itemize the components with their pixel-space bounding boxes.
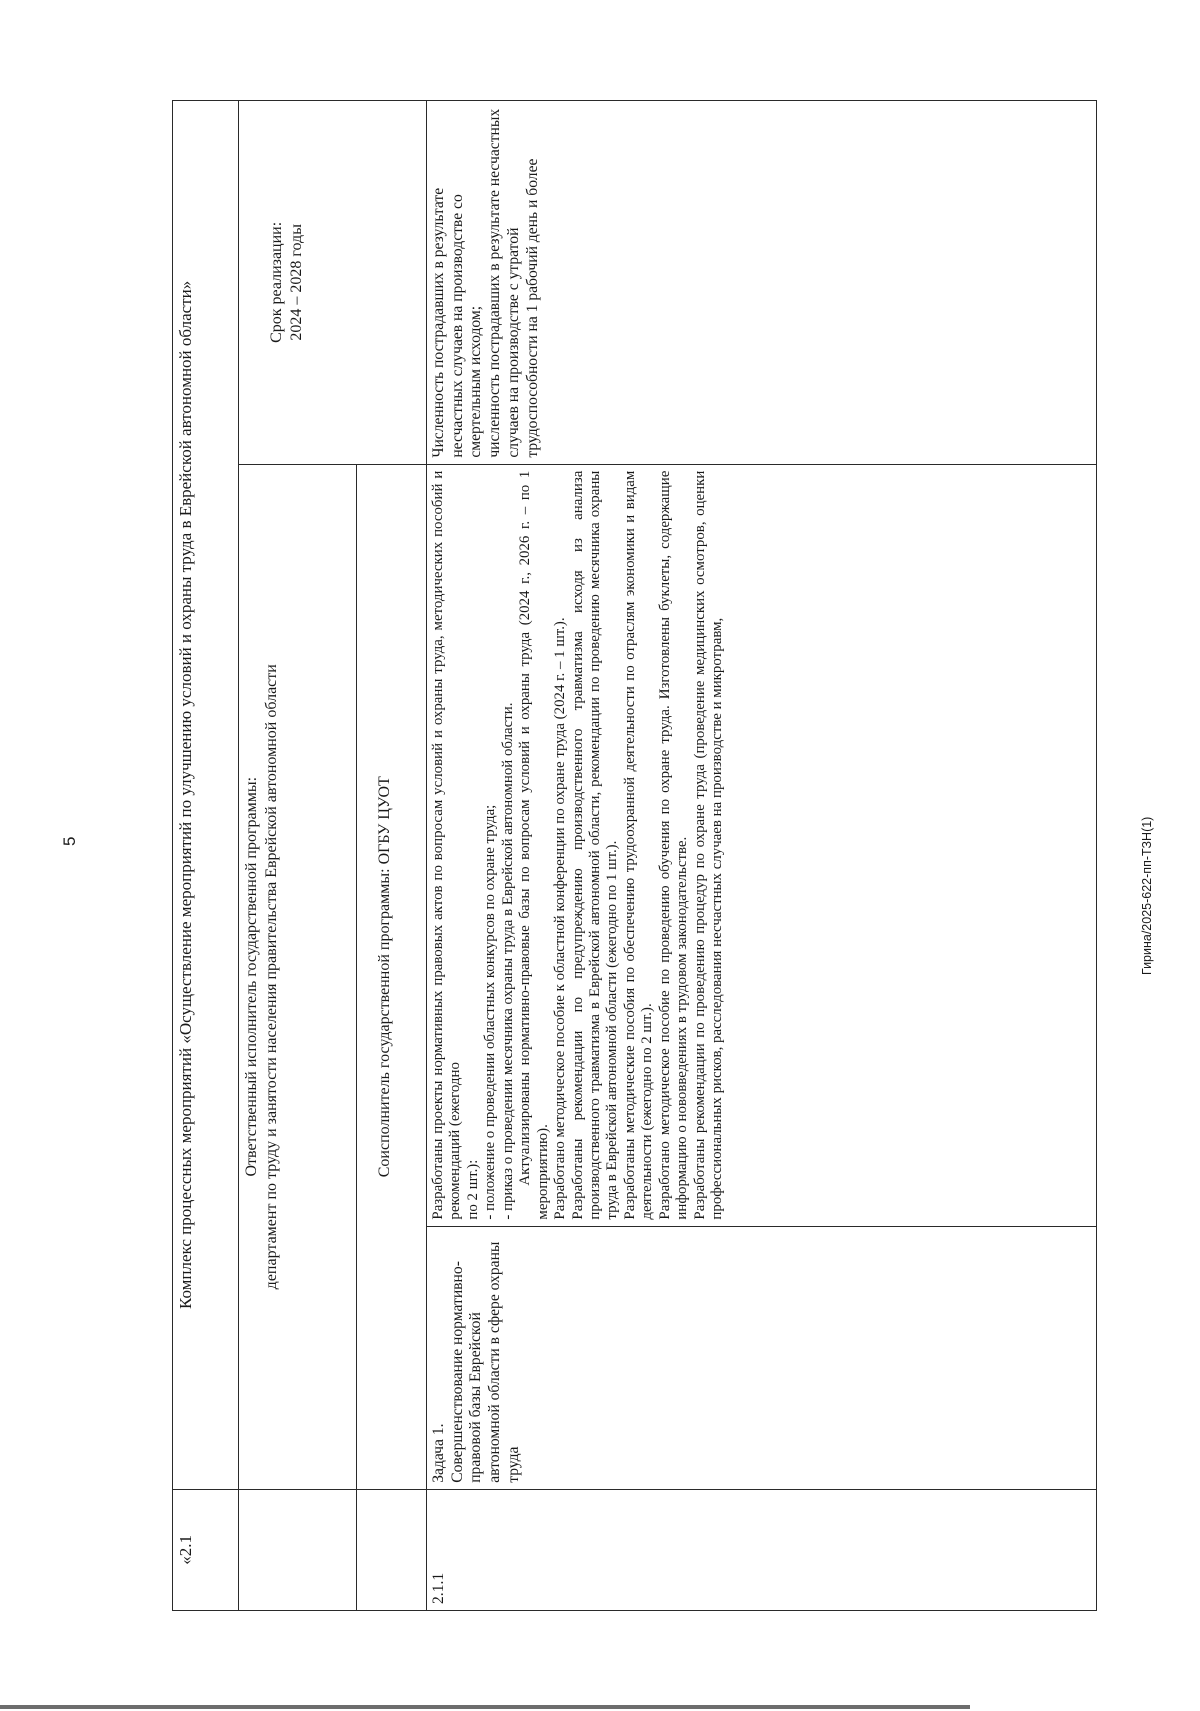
task-label: Задача 1. xyxy=(430,1423,447,1483)
result-text: Разработано методическое пособие к областной конференции по охране труда (2024 г. – 1 шт.). xyxy=(552,617,569,1220)
result-text: Актуализированы нормативно-правовые базы по вопросам условий и охраны труда (2024 г., 2026 г. – по 1 мероприятию). xyxy=(517,470,551,1220)
result-text: по 2 шт.): xyxy=(464,1159,481,1220)
section-title: Комплекс процессных мероприятий «Осуществление мероприятий по улучшению условий и охраны труда в Еврейской автономной области» xyxy=(173,101,239,1490)
section-row xyxy=(173,101,239,1611)
result-text: Разработано методическое пособие по проведению обучения по охране труда. Изготовлены буклеты, содержащие информацию о нововведениях в трудовом законодательстве. xyxy=(656,470,691,1220)
result-text: Разработаны рекомендации по предупреждению производственного травматизма исходя из анализа производственного травматизма в Еврейской автономной области, рекомендации по проведению месячника охраны труда в Еврейской автономной области (ежегодно по 1 шт.). xyxy=(569,470,621,1220)
document-code: Гирина/2025-622-пп-ТЗН(1) xyxy=(1140,816,1154,975)
measures-table xyxy=(172,100,1097,1611)
coexecutor-cell: Соисполнитель государственной программы: ОГБУ ЦУОТ xyxy=(357,464,427,1489)
responsible-row xyxy=(239,101,357,1611)
responsible-value: департамент по труду и занятости населения правительства Еврейской автономной области xyxy=(263,664,280,1290)
term-value: 2024 – 2028 годы xyxy=(288,224,305,341)
empty-cell xyxy=(239,1489,357,1610)
result-text: - положение о проведении областных конкурсов по охране труда; xyxy=(482,804,499,1220)
empty-cell xyxy=(357,1489,427,1610)
results-cell xyxy=(427,464,1097,1226)
term-cell xyxy=(239,101,427,465)
term-label: Срок реализации: xyxy=(268,221,285,343)
responsible-executor-cell xyxy=(239,464,357,1489)
scan-edge-line xyxy=(0,1705,970,1709)
row-number: 2.1.1 xyxy=(427,1489,1097,1610)
result-text: - приказ о проведении месячника охраны труда в Еврейской автономной области. xyxy=(499,702,516,1220)
indicators-cell xyxy=(427,101,1097,465)
task-row xyxy=(427,101,1097,1611)
result-text: Разработаны проекты нормативных правовых актов по вопросам условий и охраны труда, методических пособий и рекомендаций (ежегодно xyxy=(430,470,464,1220)
task-description: Совершенствование нормативно-правовой базы Еврейской автономной области в сфере охраны труда xyxy=(448,1241,522,1483)
responsible-label: Ответственный исполнитель государственной программы: xyxy=(243,776,260,1177)
page-number: 5 xyxy=(60,836,79,846)
section-number: «2.1 xyxy=(173,1489,239,1610)
task-cell xyxy=(427,1226,1097,1489)
indicator-text: численность пострадавших в результате несчастных случаев на производстве с утратой трудоспособности на 1 рабочий день и более xyxy=(486,108,541,458)
indicator-text: Численность пострадавших в результате несчастных случаев на производстве со смертельным исходом; xyxy=(430,187,485,458)
result-text: Разработаны методические пособия по обеспечению трудоохранной деятельности по отраслям экономики и видам деятельности (ежегодно по 2 шт.). xyxy=(621,470,656,1220)
result-text: Разработаны рекомендации по проведению процедур по охране труда (проведение медицинских осмотров, оценки профессиональных рисков, расследования несчастных случаев на производстве и микротравм, xyxy=(691,470,725,1220)
